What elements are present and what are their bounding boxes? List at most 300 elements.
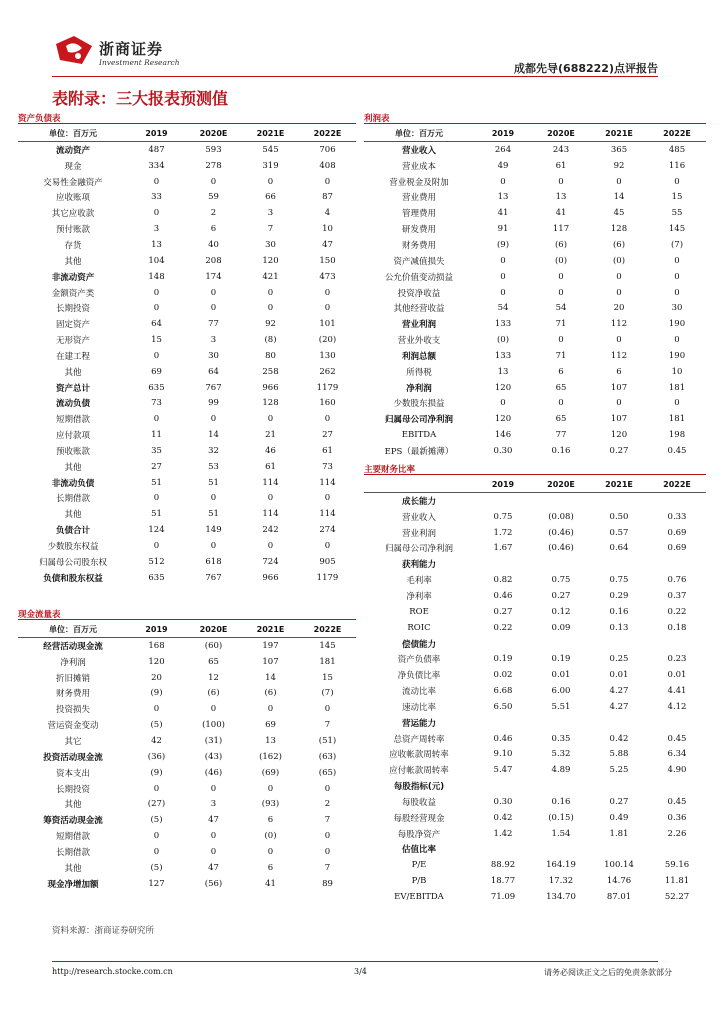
cell-value: 54 — [555, 303, 567, 314]
table-row — [364, 525, 706, 541]
cell-value: (7) — [670, 239, 684, 250]
cell-value: 0.57 — [609, 527, 629, 538]
cell-value: 53 — [208, 461, 219, 472]
cell-value: 104 — [148, 255, 165, 266]
income-statement-table — [364, 125, 706, 459]
cell-value: 0 — [267, 287, 274, 298]
cell-value: 120 — [262, 255, 279, 266]
cell-value: 0 — [558, 176, 564, 187]
income-statement-title: 利润表 — [364, 114, 390, 124]
cell-value: 0.16 — [609, 606, 629, 617]
cell-value — [648, 778, 706, 794]
cell-value: 2 — [324, 799, 331, 810]
row-label: 营业收入 — [401, 145, 436, 156]
table-row — [18, 142, 356, 158]
cell-value: 69 — [265, 720, 276, 731]
row-label: 所得税 — [406, 367, 432, 378]
table-row — [18, 285, 356, 301]
row-label: 经营活动现金流 — [43, 641, 103, 652]
cell-value: 15 — [322, 672, 333, 683]
cell-value: (0) — [612, 255, 626, 266]
cell-value: 545 — [262, 144, 279, 155]
cell-value: (36) — [147, 751, 166, 762]
header-year: 2019 — [474, 125, 532, 142]
cell-value: (0.15) — [548, 812, 574, 823]
cell-value: 59 — [208, 192, 219, 203]
table-row — [18, 506, 356, 522]
cell-value: 47 — [322, 239, 333, 250]
table-row — [364, 411, 706, 427]
cell-value: 635 — [148, 382, 165, 393]
cell-value: 593 — [205, 144, 222, 155]
cell-value: 27 — [322, 430, 333, 441]
cell-value: (69) — [261, 767, 280, 778]
cell-value: 198 — [668, 430, 686, 441]
cell-value: 0.45 — [667, 733, 687, 744]
row-label: 其他 — [64, 800, 82, 811]
cell-value — [590, 715, 648, 731]
table-row — [18, 380, 356, 396]
row-label: 应收账项 — [55, 193, 90, 204]
source-note: 资料来源：浙商证券研究所 — [52, 926, 155, 936]
cell-value: 120 — [494, 382, 512, 393]
cell-value: 0.27 — [551, 590, 571, 601]
header-year: 2021E — [242, 125, 299, 142]
cell-value: 107 — [610, 382, 628, 393]
cell-value: 12 — [208, 672, 219, 683]
footer-url[interactable]: http://research.stocke.com.cn — [52, 967, 173, 976]
table-row — [364, 269, 706, 285]
cell-value: (9) — [150, 767, 163, 778]
cell-value: 87 — [322, 192, 333, 203]
cell-value: 0 — [674, 255, 680, 266]
row-label: 营业税金及附加 — [389, 177, 449, 188]
cell-value: 243 — [552, 144, 570, 155]
table-row — [364, 300, 706, 316]
cell-value: 181 — [319, 656, 336, 667]
cell-value: 0 — [267, 493, 274, 504]
cell-value: 4.27 — [609, 701, 629, 712]
cell-value: 130 — [319, 350, 336, 361]
cell-value: 15 — [151, 335, 162, 346]
cell-value: 0.22 — [493, 622, 513, 633]
cell-value: 408 — [319, 160, 336, 171]
cell-value: 10 — [322, 224, 333, 235]
cell-value: 6 — [558, 366, 564, 377]
cell-value: 0 — [210, 831, 217, 842]
cell-value: 0 — [267, 414, 274, 425]
cell-value: 21 — [265, 430, 276, 441]
table-row — [18, 190, 356, 206]
cell-value: 966 — [262, 382, 279, 393]
cell-value: 133 — [494, 350, 512, 361]
cell-value: (51) — [318, 735, 337, 746]
cell-value: 47 — [208, 862, 219, 873]
table-row — [18, 554, 356, 570]
cell-value: (56) — [204, 878, 223, 889]
row-label: 营业收入 — [401, 512, 436, 523]
cell-value: (0.46) — [548, 527, 574, 538]
header-year: 2022E — [648, 476, 706, 493]
table-row — [364, 348, 706, 364]
cell-value: 128 — [262, 398, 279, 409]
header-unit: 单位：百万元 — [18, 621, 128, 638]
cell-value: 13 — [497, 192, 509, 203]
row-label: 每股净资产 — [397, 829, 441, 840]
cell-value: 0.27 — [493, 606, 513, 617]
cell-value: 0.30 — [493, 796, 513, 807]
row-label: 净利润 — [406, 383, 432, 394]
cell-value: 107 — [262, 656, 279, 667]
cell-value: 14 — [265, 672, 276, 683]
cell-value: 0 — [153, 846, 160, 857]
cell-value: (5) — [150, 862, 163, 873]
cell-value: 146 — [494, 430, 512, 441]
row-label: 归属母公司净利润 — [384, 415, 453, 426]
cell-value: 0.69 — [667, 543, 687, 554]
table-row — [364, 190, 706, 206]
cell-value: 148 — [148, 271, 165, 282]
cell-value: 0 — [324, 704, 331, 715]
cell-value: 73 — [322, 461, 333, 472]
cell-value: 262 — [319, 366, 336, 377]
cell-value: 1179 — [316, 382, 339, 393]
row-label: 现金 — [64, 161, 82, 172]
row-label: 其它应收款 — [51, 209, 95, 220]
cell-value: 1179 — [316, 572, 339, 583]
cell-value: (162) — [259, 751, 282, 762]
header-year: 2022E — [648, 125, 706, 142]
table-row — [18, 253, 356, 269]
cell-value: 767 — [205, 572, 222, 583]
header-year: 2022E — [299, 125, 356, 142]
table-row — [364, 158, 706, 174]
cell-value: 0 — [500, 271, 506, 282]
header-year: 2020E — [185, 621, 242, 638]
row-label: 财务费用 — [55, 689, 90, 700]
row-label: P/E — [411, 860, 427, 871]
header-unit: 单位：百万元 — [18, 125, 128, 142]
cell-value: 0.82 — [493, 575, 513, 586]
cell-value: 0 — [153, 704, 160, 715]
cell-value: 6.50 — [493, 701, 513, 712]
cell-value: 274 — [319, 525, 336, 536]
row-label: 投资活动现金流 — [43, 752, 103, 763]
table-row — [364, 396, 706, 412]
row-label: 非流动负债 — [51, 478, 95, 489]
cell-value: 2 — [210, 208, 217, 219]
cell-value: 365 — [610, 144, 628, 155]
row-label: 流动资产 — [55, 145, 90, 156]
row-label: 营运能力 — [401, 718, 436, 729]
cell-value: 264 — [494, 144, 512, 155]
cell-value — [648, 842, 706, 858]
row-label: 其它 — [64, 736, 82, 747]
cell-value: 0 — [500, 398, 506, 409]
cell-value: 0 — [500, 176, 506, 187]
cell-value: 0 — [616, 271, 622, 282]
table-row — [18, 796, 356, 812]
cell-value: 0 — [616, 335, 622, 346]
cell-value: 0 — [210, 303, 217, 314]
cell-value: (6) — [554, 239, 568, 250]
cell-value: 197 — [262, 640, 279, 651]
cell-value: (65) — [318, 767, 337, 778]
table-row — [18, 364, 356, 380]
cell-value: 0.01 — [667, 670, 687, 681]
table-row — [364, 443, 706, 459]
table-row — [364, 556, 706, 572]
cell-value: 77 — [555, 430, 567, 441]
cell-value: (9) — [150, 688, 163, 699]
cell-value: 89 — [322, 878, 333, 889]
cell-value: 1.54 — [551, 828, 571, 839]
cell-value: 1.81 — [609, 828, 629, 839]
cell-value: 6 — [210, 224, 217, 235]
table-row — [364, 794, 706, 810]
header-divider — [52, 76, 658, 77]
table-row — [18, 828, 356, 844]
cell-value: 6.68 — [493, 686, 513, 697]
row-label: 负债和股东权益 — [43, 573, 103, 584]
cell-value: 0.16 — [551, 445, 571, 456]
table-row — [364, 620, 706, 636]
row-label: 交易性金融资产 — [43, 177, 103, 188]
cell-value — [185, 892, 242, 908]
row-label: 投资损失 — [55, 705, 90, 716]
cell-value: 116 — [668, 160, 686, 171]
cell-value: 17.32 — [548, 876, 574, 887]
cell-value: 77 — [208, 319, 219, 330]
cell-value — [474, 842, 532, 858]
row-label: 金额资产类 — [51, 288, 95, 299]
table-row — [18, 348, 356, 364]
cell-value: (6) — [612, 239, 626, 250]
row-label: 偿债能力 — [401, 639, 436, 650]
cell-value: 0 — [153, 414, 160, 425]
cell-value: 181 — [668, 382, 686, 393]
cell-value: 164.19 — [546, 860, 576, 871]
cell-value: 0.18 — [667, 622, 687, 633]
cell-value: 73 — [151, 398, 162, 409]
row-label: 归属母公司净利润 — [384, 544, 453, 555]
cell-value: (27) — [147, 799, 166, 810]
table-row — [18, 860, 356, 876]
row-label: 流动负债 — [55, 399, 90, 410]
row-label: 流动比率 — [401, 687, 436, 698]
table-row — [18, 812, 356, 828]
cell-value: 80 — [265, 350, 276, 361]
page-number: 3/4 — [354, 967, 367, 976]
cell-value: (43) — [204, 751, 223, 762]
row-label: 资产负债率 — [397, 655, 441, 666]
row-label: EBITDA — [401, 430, 437, 441]
table-row — [364, 142, 706, 158]
cell-value: 0 — [210, 846, 217, 857]
cell-value: 6 — [267, 862, 274, 873]
cell-value: (0.08) — [548, 511, 574, 522]
row-label: 折旧摊销 — [55, 673, 90, 684]
cell-value: 11.81 — [664, 876, 690, 887]
cell-value: 64 — [151, 319, 162, 330]
table-row — [364, 842, 706, 858]
cell-value: 0 — [500, 287, 506, 298]
row-label: 其他经营收益 — [393, 304, 445, 315]
cell-value: 4.12 — [667, 701, 687, 712]
cell-value: 0.46 — [493, 733, 513, 744]
cell-value: 133 — [494, 319, 512, 330]
cell-value: 0 — [674, 335, 680, 346]
table-row — [18, 221, 356, 237]
cell-value: 0.35 — [551, 733, 571, 744]
row-label: 投资净收益 — [397, 288, 441, 299]
table-row — [18, 475, 356, 491]
cell-value: 0.27 — [609, 445, 629, 456]
table-row — [364, 174, 706, 190]
cell-value: 13 — [497, 366, 509, 377]
row-label: 负债合计 — [55, 526, 90, 537]
cell-value: 0.27 — [609, 796, 629, 807]
table-row — [364, 731, 706, 747]
logo-text-cn: 浙商证券 — [99, 40, 164, 58]
cell-value: 0 — [616, 398, 622, 409]
cell-value: (0) — [264, 831, 277, 842]
row-label: 研发费用 — [401, 225, 436, 236]
cell-value: 0 — [153, 303, 160, 314]
row-label: ROIC — [407, 622, 431, 633]
cell-value — [128, 892, 185, 908]
cell-value: 101 — [319, 319, 336, 330]
cell-value: 0 — [153, 541, 160, 552]
cell-value: 0.50 — [609, 511, 629, 522]
cell-value: 0.42 — [609, 733, 629, 744]
table-row — [18, 701, 356, 717]
ratios-table — [364, 476, 706, 905]
cell-value: 14 — [208, 430, 219, 441]
table-row — [364, 253, 706, 269]
cell-value: 0.75 — [493, 511, 513, 522]
balance-sheet-title: 资产负债表 — [18, 114, 61, 124]
cell-value: 334 — [148, 160, 165, 171]
table-row — [364, 237, 706, 253]
header-year: 2021E — [590, 125, 648, 142]
cell-value: 0.29 — [609, 590, 629, 601]
table-row — [18, 876, 356, 892]
cell-value: 635 — [148, 572, 165, 583]
row-label: 归属母公司股东权 — [38, 557, 107, 568]
row-label: 速动比率 — [401, 702, 436, 713]
table-row — [18, 174, 356, 190]
cell-value: 966 — [262, 572, 279, 583]
table-row — [18, 717, 356, 733]
row-label: 获利能力 — [401, 560, 436, 571]
cell-value: 71 — [555, 319, 567, 330]
row-label: 其他 — [64, 510, 82, 521]
cell-value: 0 — [267, 303, 274, 314]
cell-value: (0.46) — [548, 543, 574, 554]
cell-value: 0.16 — [551, 796, 571, 807]
cell-value — [648, 636, 706, 652]
cashflow-table — [18, 621, 356, 907]
cell-value — [590, 778, 648, 794]
cell-value: 117 — [552, 224, 570, 235]
cell-value: 0.69 — [667, 527, 687, 538]
row-label: 公允价值变动损益 — [384, 272, 453, 283]
cell-value: 0 — [210, 783, 217, 794]
cell-value: 473 — [319, 271, 336, 282]
cell-value: 114 — [319, 477, 336, 488]
cell-value: 61 — [322, 445, 333, 456]
table-row — [18, 733, 356, 749]
cell-value: 30 — [208, 350, 219, 361]
cell-value: 0 — [267, 846, 274, 857]
cell-value: (93) — [261, 799, 280, 810]
cell-value: 0.45 — [667, 796, 687, 807]
table-row — [18, 459, 356, 475]
cell-value: 41 — [497, 208, 509, 219]
cell-value: 0.25 — [609, 654, 629, 665]
cell-value: 69 — [151, 366, 162, 377]
cell-value: 51 — [151, 477, 162, 488]
table-row — [364, 683, 706, 699]
table-row — [18, 158, 356, 174]
cell-value: (7) — [321, 688, 334, 699]
cell-value: 0 — [324, 541, 331, 552]
table-row — [364, 889, 706, 905]
row-label: 净利率 — [406, 591, 432, 602]
table-row — [364, 364, 706, 380]
cell-value: 0.42 — [493, 812, 513, 823]
header-unit: 单位：百万元 — [364, 125, 474, 142]
cell-value: 0 — [674, 398, 680, 409]
cell-value: 0 — [210, 287, 217, 298]
cell-value: 160 — [319, 398, 336, 409]
cell-value: 14 — [613, 192, 625, 203]
table-row — [18, 427, 356, 443]
footer-divider — [52, 961, 658, 962]
table-row — [18, 300, 356, 316]
table-row — [364, 873, 706, 889]
cell-value: 100.14 — [604, 860, 634, 871]
cell-value: 52.27 — [664, 892, 690, 903]
cell-value: 91 — [497, 224, 509, 235]
cell-value: 134.70 — [546, 892, 576, 903]
header-year: 2019 — [128, 125, 185, 142]
cell-value: 0 — [153, 831, 160, 842]
cell-value: 0.75 — [551, 575, 571, 586]
header-year: 2020E — [185, 125, 242, 142]
cell-value: 54 — [497, 303, 509, 314]
cell-value: 0 — [674, 176, 680, 187]
cell-value: (0) — [496, 335, 510, 346]
ratios-rule — [364, 474, 706, 475]
row-label: 应收帐款周转率 — [389, 750, 449, 761]
cell-value: 0 — [210, 493, 217, 504]
table-row — [18, 844, 356, 860]
row-label: 营业外收支 — [397, 336, 441, 347]
table-row — [364, 667, 706, 683]
cell-value: 618 — [205, 556, 222, 567]
row-label: 短期借款 — [55, 832, 90, 843]
cell-value: 20 — [151, 672, 162, 683]
cell-value: 767 — [205, 382, 222, 393]
row-label: 预收账款 — [55, 446, 90, 457]
cell-value: (63) — [318, 751, 337, 762]
cell-value: 258 — [262, 366, 279, 377]
cell-value — [532, 842, 590, 858]
cell-value: 7 — [324, 815, 331, 826]
cell-value: 7 — [324, 720, 331, 731]
